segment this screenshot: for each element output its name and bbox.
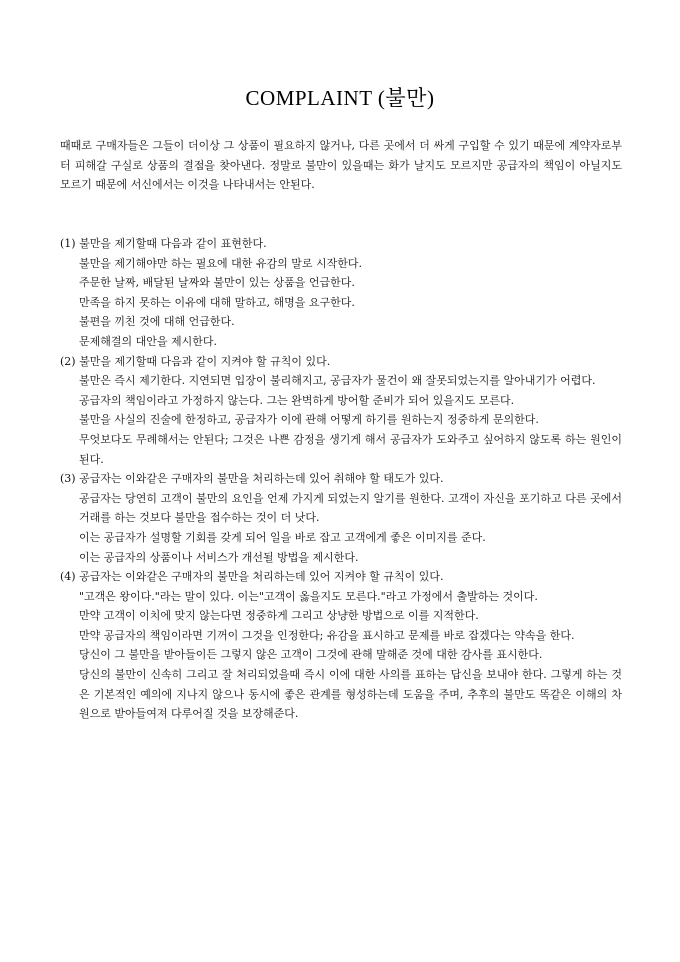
section-3 (60, 469, 622, 567)
section-item: 문제해결의 대안을 제시한다. (79, 334, 218, 348)
section-item: 불만을 사실의 진술에 한정하고, 공급자가 이에 관해 어떻게 하기를 원하는지 정중하게 문의한다. (79, 413, 539, 427)
sections-list (60, 234, 622, 724)
section-item: 공급자는 당연히 고객이 불만의 요인을 언제 가지게 되었는지 알기를 원한다. 고객이 자신을 포기하고 다른 곳에서 거래를 하는 것보다 불만을 접수하는 것이 더 낫다. (79, 491, 622, 525)
section-1 (60, 234, 622, 352)
section-2 (60, 352, 622, 470)
section-item: 주문한 날짜, 배달된 날짜와 불만이 있는 상품을 언급한다. (79, 276, 355, 290)
section-heading: (2) 불만을 제기할때 다음과 같이 지켜야 할 규칙이 있다. (60, 354, 331, 368)
section-4 (60, 567, 622, 724)
section-item: 공급자의 책임이라고 가정하지 않는다. 그는 완벽하게 방어할 준비가 되어 있을지도 모른다. (79, 393, 515, 407)
section-item: 당신의 불만이 신속히 그리고 잘 처리되었을때 즉시 이에 대한 사의를 표하는 답신을 보내야 한다. 그렇게 하는 것은 기본적인 예의에 지나지 않으나 동시에 좋은 관계를 형성하는데 도움을 주며, 추후의 불만도 똑같은 이해의 차원으로 받아들여져 다루어질 것을 보장해준다. (79, 668, 622, 721)
section-item: 이는 공급자의 상품이나 서비스가 개선될 방법을 제시한다. (79, 550, 359, 564)
section-item: 무엇보다도 무례해서는 안된다; 그것은 나쁜 감정을 생기게 해서 공급자가 도와주고 싶어하지 않도록 하는 원인이 된다. (79, 432, 622, 466)
section-item: 당신이 그 불만을 받아들이든 그렇지 않은 고객이 그것에 관해 말해준 것에 대한 감사를 표시한다. (79, 648, 543, 662)
section-heading: (1) 불만을 제기할때 다음과 같이 표현한다. (60, 237, 267, 250)
section-item: 만족을 하지 못하는 이유에 대해 말하고, 해명을 요구한다. (79, 295, 355, 309)
section-item: 만약 공급자의 책임이라면 기꺼이 그것을 인정한다; 유감을 표시하고 문제를 바로 잡겠다는 약속을 한다. (79, 628, 575, 642)
intro-paragraph: 때때로 구매자들은 그들이 더이상 그 상품이 필요하지 않거나, 다른 곳에서 더 싸게 구입할 수 있기 때문에 계약자로부터 피해갈 구실로 상품의 결점을 찾아낸다. 정말로 불만이 있을때는 화가 날지도 모르지만 공급자의 책임이 아닐지도 모르기 때문에 서신에서는 이것을 나타내서는 안된다. (60, 139, 622, 192)
section-item: 불만을 제기해야만 하는 필요에 대한 유감의 말로 시작한다. (79, 256, 362, 270)
section-item: 불만은 즉시 제기한다. 지연되면 입장이 불리해지고, 공급자가 물건이 왜 잘못되었는지를 알아내기가 어렵다. (79, 374, 596, 388)
section-item: "고객은 왕이다."라는 말이 있다. 이는"고객이 옳을지도 모른다."라고 가정에서 출발하는 것이다. (79, 589, 538, 603)
section-item: 이는 공급자가 설명할 기회를 갖게 되어 일을 바로 잡고 고객에게 좋은 이미지를 준다. (79, 530, 486, 544)
section-heading: (3) 공급자는 이와같은 구매자의 불만을 처리하는데 있어 취해야 할 태도가 있다. (60, 472, 444, 486)
document-title: COMPLAINT (불만) (245, 86, 435, 110)
section-item: 만약 고객이 이치에 맞지 않는다면 정중하게 그리고 상냥한 방법으로 이를 지적한다. (79, 609, 479, 623)
section-item: 불편을 끼친 것에 대해 언급한다. (79, 315, 235, 329)
section-heading: (4) 공급자는 이와같은 구매자의 불만을 처리하는데 있어 지켜야 할 규칙이 있다. (60, 570, 444, 584)
